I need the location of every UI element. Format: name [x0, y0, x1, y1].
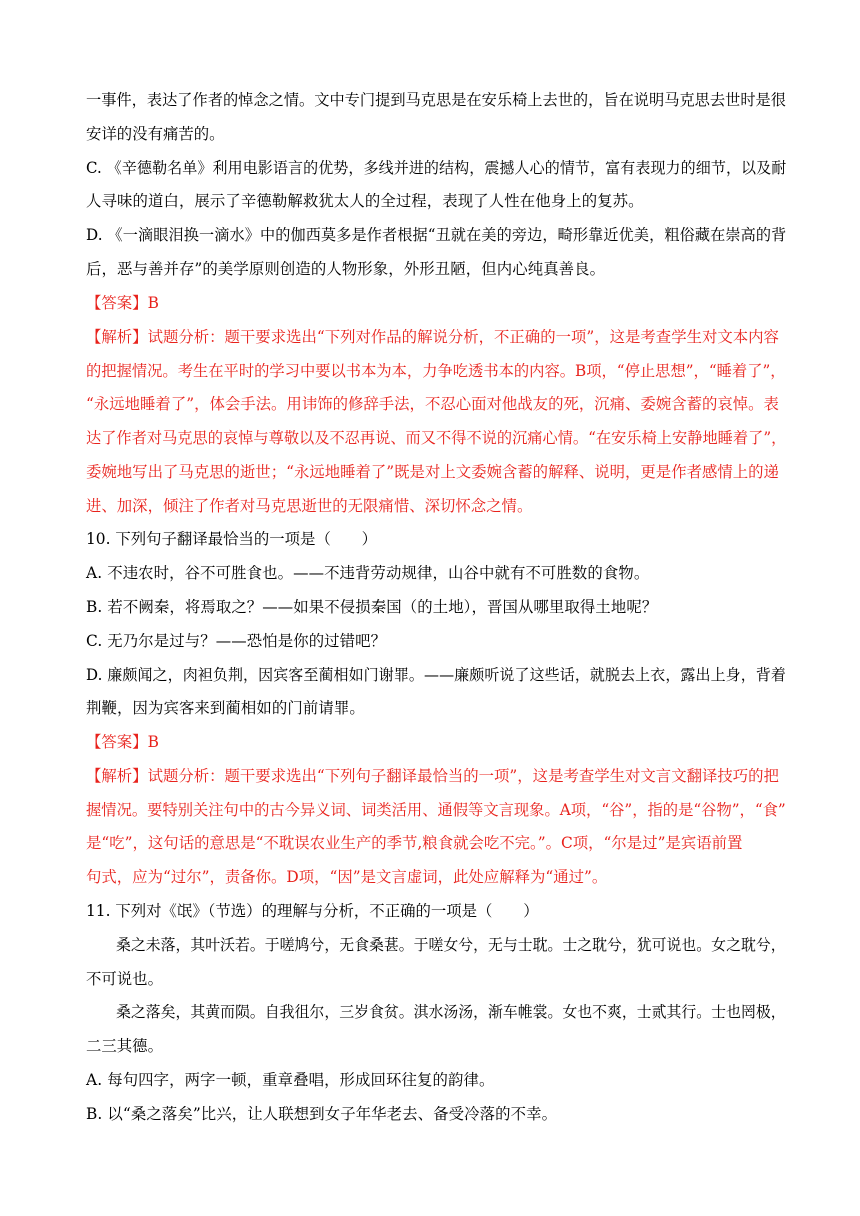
- q11-poem-line: 桑之未落，其叶沃若。于嗟鸠兮，无食桑葚。于嗟女兮，无与士耽。士之耽兮，犹可说也。女之耽兮，: [116, 936, 786, 954]
- q10-stem: 10. 下列句子翻译最恰当的一项是（ ）: [86, 530, 378, 548]
- q9-analysis-line: 委婉地写出了马克思的逝世；“永远地睡着了”既是对上文委婉含蓄的解释、说明，更是作者感情上的递: [86, 463, 779, 481]
- q10-option-d: D. 廉颇闻之，肉袒负荆，因宾客至蔺相如门谢罪。——廉颇听说了这些话，就脱去上衣，露出上身，背着: [86, 666, 786, 684]
- q9-analysis-line: 达了作者对马克思的哀悼与尊敬以及不忍再说、而又不得不说的沉痛心情。“在安乐椅上安静地睡着了”，: [86, 429, 787, 447]
- q9-option-c-cont: 人寻味的道白，展示了辛德勒解救犹太人的全过程，表现了人性在他身上的复苏。: [86, 192, 644, 210]
- q10-analysis-line: 【解析】试题分析：题干要求选出“下列句子翻译最恰当的一项”，这是考查学生对文言文翻译技巧的把: [86, 767, 779, 785]
- q9-text-line: 一事件，表达了作者的悼念之情。文中专门提到马克思是在安乐椅上去世的，旨在说明马克思去世时是很: [86, 91, 786, 109]
- q10-analysis-line: 握情况。要特别关注句中的古今异义词、词类活用、通假等文言现象。A项，“谷”，指的是“谷物”，“食”: [86, 801, 786, 819]
- q11-poem-line: 不可说也。: [86, 970, 163, 988]
- q9-analysis-line: 的把握情况。考生在平时的学习中要以书本为本，力争吃透书本的内容。B项，“停止思想”，“睡着了”，: [86, 362, 786, 380]
- q9-text-line: 安详的没有痛苦的。: [86, 125, 225, 143]
- q10-analysis-line: 是“吃”，这句话的意思是“不耽误农业生产的季节,粮食就会吃不完。”。C项，“尔是过”是宾语前置: [86, 834, 743, 852]
- q9-option-c: C. 《辛德勒名单》利用电影语言的优势，多线并进的结构，震撼人心的情节，富有表现力的细节，以及耐: [86, 159, 787, 177]
- q10-option-c: C. 无乃尔是过与？——恐怕是你的过错吧？: [86, 632, 387, 650]
- q11-option-a: A. 每句四字，两字一顿，重章叠唱，形成回环往复的韵律。: [86, 1071, 495, 1089]
- q9-analysis-line: 进、加深，倾注了作者对马克思逝世的无限痛惜、深切怀念之情。: [86, 497, 533, 515]
- q10-option-d-cont: 荆鞭，因为宾客来到蔺相如的门前请罪。: [86, 699, 365, 717]
- q9-analysis-line: 【解析】试题分析：题干要求选出“下列对作品的解说分析，不正确的一项”，这是考查学生对文本内容: [86, 328, 779, 346]
- q11-option-b: B. 以“桑之落矣”比兴，让人联想到女子年华老去、备受冷落的不幸。: [86, 1105, 558, 1123]
- q10-answer: 【答案】B: [86, 733, 159, 751]
- q11-stem: 11. 下列对《氓》（节选）的理解与分析，不正确的一项是（ ）: [86, 902, 539, 920]
- q9-option-d-cont: 后，恶与善并存”的美学原则创造的人物形象，外形丑陋，但内心纯真善良。: [86, 260, 606, 278]
- q9-answer: 【答案】B: [86, 294, 159, 312]
- q10-analysis-line: 句式，应为“过尔”，责备你。D项，“因”是文言虚词，此处应解释为“通过”。: [86, 868, 608, 886]
- q10-option-a: A. 不违农时，谷不可胜食也。——不违背劳动规律，山谷中就有不可胜数的食物。: [86, 564, 650, 582]
- q10-option-b: B. 若不阙秦，将焉取之？——如果不侵损秦国（的土地），晋国从哪里取得土地呢？: [86, 598, 658, 616]
- q11-poem-line: 桑之落矣，其黄而陨。自我徂尔，三岁食贫。淇水汤汤，渐车帷裳。女也不爽，士贰其行。士也罔极，: [116, 1003, 786, 1021]
- q9-analysis-line: “永远地睡着了”，体会手法。用讳饰的修辞手法，不忍心面对他战友的死，沉痛、委婉含蓄的哀悼。表: [86, 395, 779, 413]
- q9-option-d: D. 《一滴眼泪换一滴水》中的伽西莫多是作者根据“丑就在美的旁边，畸形靠近优美，粗俗藏在崇高的背: [86, 226, 787, 244]
- q11-poem-line: 二三其德。: [86, 1037, 163, 1055]
